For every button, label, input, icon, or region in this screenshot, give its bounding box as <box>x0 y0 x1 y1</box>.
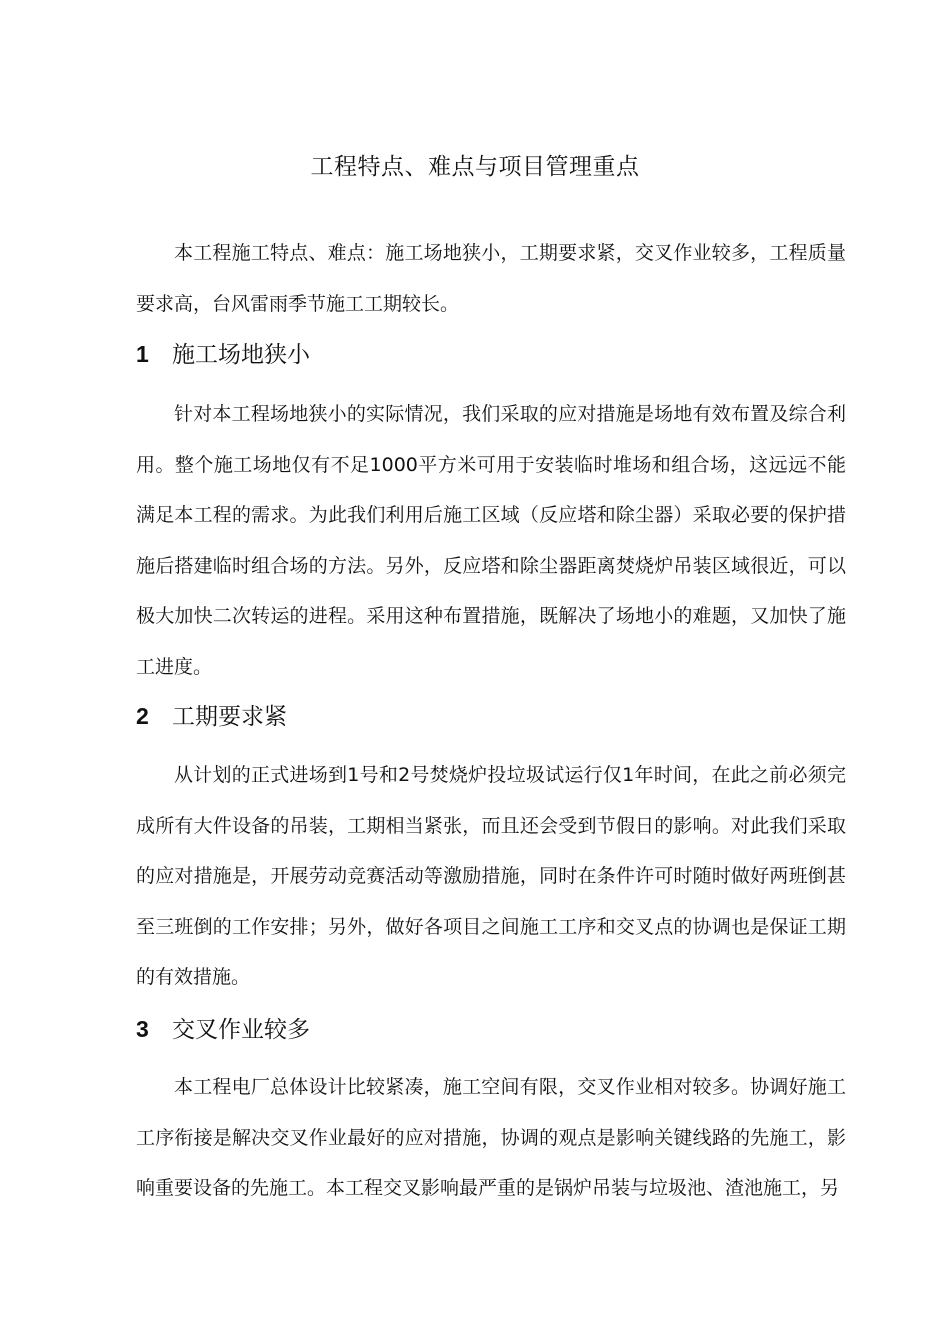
section-1-number: 1 <box>136 341 149 367</box>
section-3-title: 交叉作业较多 <box>172 1017 310 1043</box>
document-title: 工程特点、难点与项目管理重点 <box>310 154 640 180</box>
intro-paragraph: 本工程施工特点、难点：施工场地狭小，工期要求紧，交叉作业较多，工程质量要求高，台风雷雨季节施工工期较长。 <box>136 242 846 315</box>
section-1-body: 针对本工程场地狭小的实际情况，我们采取的应对措施是场地有效布置及综合利用。整个施工场地仅有不足1000平方米可用于安装临时堆场和组合场，这远远不能满足本工程的需求。为此我们利用后施工区域（反应塔和除尘器）采取必要的保护措施后搭建临时组合场的方法。另外，反应塔和除尘器距离焚烧炉吊装区域很近，可以极大加快二次转运的进程。采用这种布置措施，既解决了场地小的难题，又加快了施工进度。 <box>136 403 846 678</box>
section-1-heading <box>136 337 310 372</box>
section-3-body: 本工程电厂总体设计比较紧凑，施工空间有限，交叉作业相对较多。协调好施工工序衔接是解决交叉作业最好的应对措施，协调的观点是影响关键线路的先施工，影响重要设备的先施工。本工程交叉影响最严重的是锅炉吊装与垃圾池、渣池施工，另 <box>136 1076 846 1199</box>
section-2-title: 工期要求紧 <box>172 704 287 730</box>
section-2-body: 从计划的正式进场到1号和2号焚烧炉投垃圾试运行仅1年时间，在此之前必须完成所有大件设备的吊装，工期相当紧张，而且还会受到节假日的影响。对此我们采取的应对措施是，开展劳动竞赛活动等激励措施，同时在条件许可时随时做好两班倒甚至三班倒的工作安排；另外，做好各项目之间施工工序和交叉点的协调也是保证工期的有效措施。 <box>136 764 846 988</box>
section-2-heading <box>136 699 287 734</box>
section-1-title: 施工场地狭小 <box>172 342 310 368</box>
section-3-heading <box>136 1012 310 1047</box>
section-3-number: 3 <box>136 1016 149 1042</box>
section-2-number: 2 <box>136 703 149 729</box>
